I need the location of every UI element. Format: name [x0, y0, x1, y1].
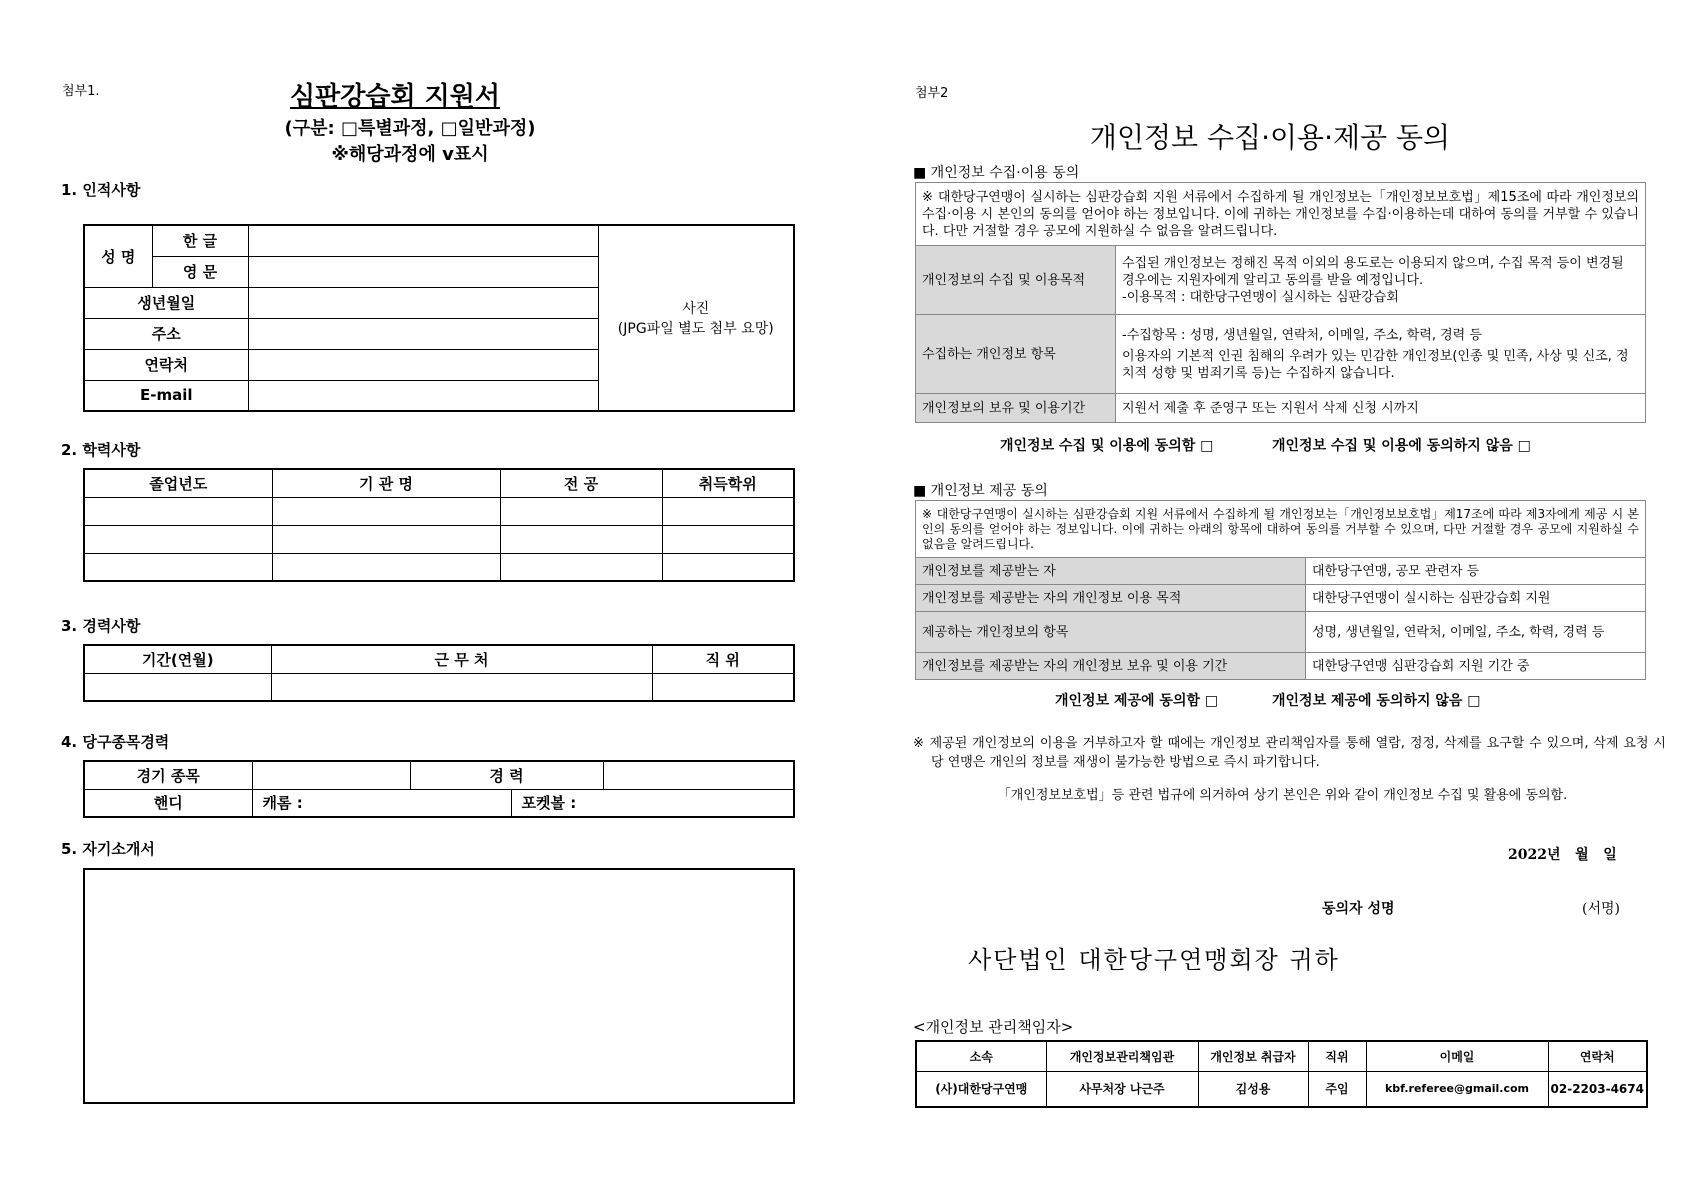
- collect-purpose-text: 수집된 개인정보는 정해진 목적 이외의 용도로는 이용되지 않으며, 수집 목적 등이 변경될 경우에는 지원자에게 알리고 동의를 받을 예정입니다.: [1122, 255, 1624, 288]
- collect-row-label: 개인정보의 수집 및 이용목적: [916, 246, 1116, 315]
- consent-statement: 「개인정보보호법」등 관련 법규에 의거하여 상기 본인은 위와 같이 개인정보 수집 및 활용에 동의함.: [997, 788, 1568, 803]
- attachment-label-2: 첨부2: [915, 86, 949, 101]
- provide-row-label: 개인정보를 제공받는 자: [916, 558, 1306, 585]
- provide-heading: ■ 개인정보 제공 동의: [913, 483, 1048, 499]
- collect-purpose-detail: -이용목적 : 대한당구연맹이 실시하는 심판강습회: [1122, 289, 1399, 305]
- provide-row-value: 대한당구연맹, 공모 관련자 등: [1306, 558, 1646, 585]
- collect-notice: ※ 대한당구연맹이 실시하는 심판강습회 지원 서류에서 수집하게 될 개인정보는「개인정보보호법」제15조에 따라 개인정보의 수집·이용 시 본인의 동의를 얻어야 하는 정보입니다. 이에 귀하는 개인정보를 수집·이용하는데 대하여 동의를 거부할 수 있습니다. 다만 거절할 경우 공모에 지원하실 수 없음을 알려드립니다.: [916, 183, 1646, 246]
- education-table: [83, 468, 795, 582]
- edu-cell[interactable]: [84, 497, 272, 525]
- collect-disagree-checkbox[interactable]: 개인정보 수집 및 이용에 동의하지 않음 □: [1272, 438, 1531, 454]
- provide-disagree-checkbox[interactable]: 개인정보 제공에 동의하지 않음 □: [1272, 693, 1481, 709]
- manager-table: [915, 1040, 1648, 1108]
- manager-caption: <개인정보 관리책임자>: [913, 1018, 1074, 1036]
- address-label: 주소: [84, 318, 248, 349]
- form-instruction: ※해당과정에 v표시: [331, 144, 489, 165]
- name-label: 성 명: [84, 225, 152, 287]
- manager-header-handler: 개인정보 취급자: [1198, 1041, 1308, 1071]
- section-education-heading: 2. 학력사항: [61, 441, 141, 459]
- email-label: E-mail: [84, 380, 248, 411]
- birth-label: 생년월일: [84, 287, 248, 318]
- korean-name-input[interactable]: [248, 225, 598, 256]
- edu-cell[interactable]: [662, 497, 794, 525]
- edu-header-year: 졸업년도: [84, 469, 272, 497]
- photo-note: (JPG파일 별도 첨부 요망): [617, 321, 774, 337]
- form-title: 심판강습회 지원서: [290, 82, 500, 112]
- manager-email[interactable]: kbf.referee@gmail.com: [1366, 1071, 1548, 1107]
- provide-row-value: 성명, 생년월일, 연락처, 이메일, 주소, 학력, 경력 등: [1306, 612, 1646, 653]
- pocket-field[interactable]: 포켓볼 :: [511, 789, 794, 817]
- english-name-label: 영 문: [152, 256, 248, 287]
- collect-row-label: 개인정보의 보유 및 이용기간: [916, 394, 1116, 423]
- collect-row-value: [1116, 246, 1646, 315]
- edu-cell[interactable]: [500, 497, 662, 525]
- career-input[interactable]: [603, 761, 794, 789]
- table-row: [84, 673, 794, 701]
- career-cell[interactable]: [271, 673, 652, 701]
- photo-label: 사진: [682, 301, 710, 317]
- edu-cell[interactable]: [662, 553, 794, 581]
- edu-cell[interactable]: [500, 525, 662, 553]
- collect-row-value: 지원서 제출 후 준영구 또는 지원서 삭제 신청 시까지: [1116, 394, 1646, 423]
- provide-table: [915, 500, 1646, 680]
- email-input[interactable]: [248, 380, 598, 411]
- manager-header-position: 직위: [1308, 1041, 1366, 1071]
- collect-table: [915, 182, 1646, 423]
- career-table: [83, 644, 795, 702]
- edu-cell[interactable]: [662, 525, 794, 553]
- contact-input[interactable]: [248, 349, 598, 380]
- personal-info-table: [83, 224, 795, 412]
- english-name-input[interactable]: [248, 256, 598, 287]
- collect-row-value: [1116, 315, 1646, 394]
- attachment-label-1: 첨부1.: [62, 84, 100, 99]
- collect-heading: ■ 개인정보 수집·이용 동의: [913, 165, 1080, 181]
- edu-header-degree: 취득학위: [662, 469, 794, 497]
- provide-row-label: 개인정보를 제공받는 자의 개인정보 보유 및 이용 기간: [916, 653, 1306, 680]
- career-cell[interactable]: [84, 673, 271, 701]
- career-cell[interactable]: [652, 673, 794, 701]
- section-billiards-heading: 4. 당구종목경력: [61, 733, 170, 751]
- rejection-footnote: ※ 제공된 개인정보의 이용을 거부하고자 할 때에는 개인정보 관리책임자를 통해 열람, 정정, 삭제를 요구할 수 있으며, 삭제 요청 시 당 연맹은 개인의 정보를 재생이 불가능한 방법으로 즉시 파기합니다.: [913, 736, 1666, 770]
- edu-header-institution: 기 관 명: [272, 469, 500, 497]
- edu-cell[interactable]: [500, 553, 662, 581]
- career-label: 경 력: [410, 761, 603, 789]
- edu-header-major: 전 공: [500, 469, 662, 497]
- birth-input[interactable]: [248, 287, 598, 318]
- billiards-table: [83, 760, 795, 818]
- edu-cell[interactable]: [272, 497, 500, 525]
- table-row: [84, 553, 794, 581]
- event-label: 경기 종목: [84, 761, 252, 789]
- collect-items-note: 이용자의 기본적 인권 침해의 우려가 있는 민감한 개인정보(인종 및 민족, 사상 및 신조, 정치적 성향 및 범죄기록 등)는 수집하지 않습니다.: [1122, 348, 1629, 381]
- manager-officer: 사무처장 나근주: [1046, 1071, 1198, 1107]
- section-personal-heading: 1. 인적사항: [61, 181, 141, 199]
- manager-position: 주임: [1308, 1071, 1366, 1107]
- address-input[interactable]: [248, 318, 598, 349]
- provide-agree-checkbox[interactable]: 개인정보 제공에 동의함 □: [1055, 693, 1219, 709]
- provide-row-value: 대한당구연맹이 실시하는 심판강습회 지원: [1306, 585, 1646, 612]
- manager-contact: 02-2203-4674: [1548, 1071, 1647, 1107]
- manager-header-officer: 개인정보관리책임관: [1046, 1041, 1198, 1071]
- collect-row-label: 수집하는 개인정보 항목: [916, 315, 1116, 394]
- carom-field[interactable]: 캐롬 :: [252, 789, 511, 817]
- signer-label: 동의자 성명: [1322, 901, 1395, 917]
- date-line[interactable]: 2022년 월 일: [1508, 847, 1617, 863]
- photo-cell[interactable]: [598, 225, 794, 411]
- edu-cell[interactable]: [272, 525, 500, 553]
- handicap-label: 핸디: [84, 789, 252, 817]
- self-introduction-box[interactable]: [83, 868, 795, 1104]
- section-career-heading: 3. 경력사항: [61, 617, 141, 635]
- manager-affiliation: (사)대한당구연맹: [916, 1071, 1046, 1107]
- career-header-period: 기간(연월): [84, 645, 271, 673]
- provide-row-label: 개인정보를 제공받는 자의 개인정보 이용 목적: [916, 585, 1306, 612]
- table-row: [84, 497, 794, 525]
- edu-cell[interactable]: [272, 553, 500, 581]
- contact-label: 연락처: [84, 349, 248, 380]
- career-header-workplace: 근 무 처: [271, 645, 652, 673]
- signature-field[interactable]: (서명): [1582, 901, 1620, 917]
- provide-row-value: 대한당구연맹 심판강습회 지원 기간 중: [1306, 653, 1646, 680]
- provide-notice: ※ 대한당구연맹이 실시하는 심판강습회 지원 서류에서 수집하게 될 개인정보는「개인정보보호법」제17조에 따라 제3자에게 제공 시 본인의 동의를 얻어야 하는 정보입니다. 이에 귀하는 아래의 항목에 대하여 동의를 거부할 수 있으며, 다만 거절할 경우 공모에 지원하실 수 없음을 알려드립니다.: [916, 501, 1646, 558]
- consent-title: 개인정보 수집·이용·제공 동의: [1089, 121, 1451, 154]
- manager-header-affiliation: 소속: [916, 1041, 1046, 1071]
- collect-agree-checkbox[interactable]: 개인정보 수집 및 이용에 동의함 □: [1000, 438, 1214, 454]
- korean-name-label: 한 글: [152, 225, 248, 256]
- form-subtitle: (구분: □특별과정, □일반과정): [284, 118, 536, 139]
- edu-cell[interactable]: [84, 553, 272, 581]
- collect-items-text: -수집항목 : 성명, 생년월일, 연락처, 이메일, 주소, 학력, 경력 등: [1122, 327, 1482, 343]
- section-intro-heading: 5. 자기소개서: [61, 840, 155, 858]
- manager-handler: 김성용: [1198, 1071, 1308, 1107]
- career-header-position: 직 위: [652, 645, 794, 673]
- addressee: 사단법인 대한당구연맹회장 귀하: [968, 946, 1340, 974]
- event-input[interactable]: [252, 761, 410, 789]
- provide-row-label: 제공하는 개인정보의 항목: [916, 612, 1306, 653]
- table-row: [84, 525, 794, 553]
- manager-header-email: 이메일: [1366, 1041, 1548, 1071]
- manager-header-contact: 연락처: [1548, 1041, 1647, 1071]
- edu-cell[interactable]: [84, 525, 272, 553]
